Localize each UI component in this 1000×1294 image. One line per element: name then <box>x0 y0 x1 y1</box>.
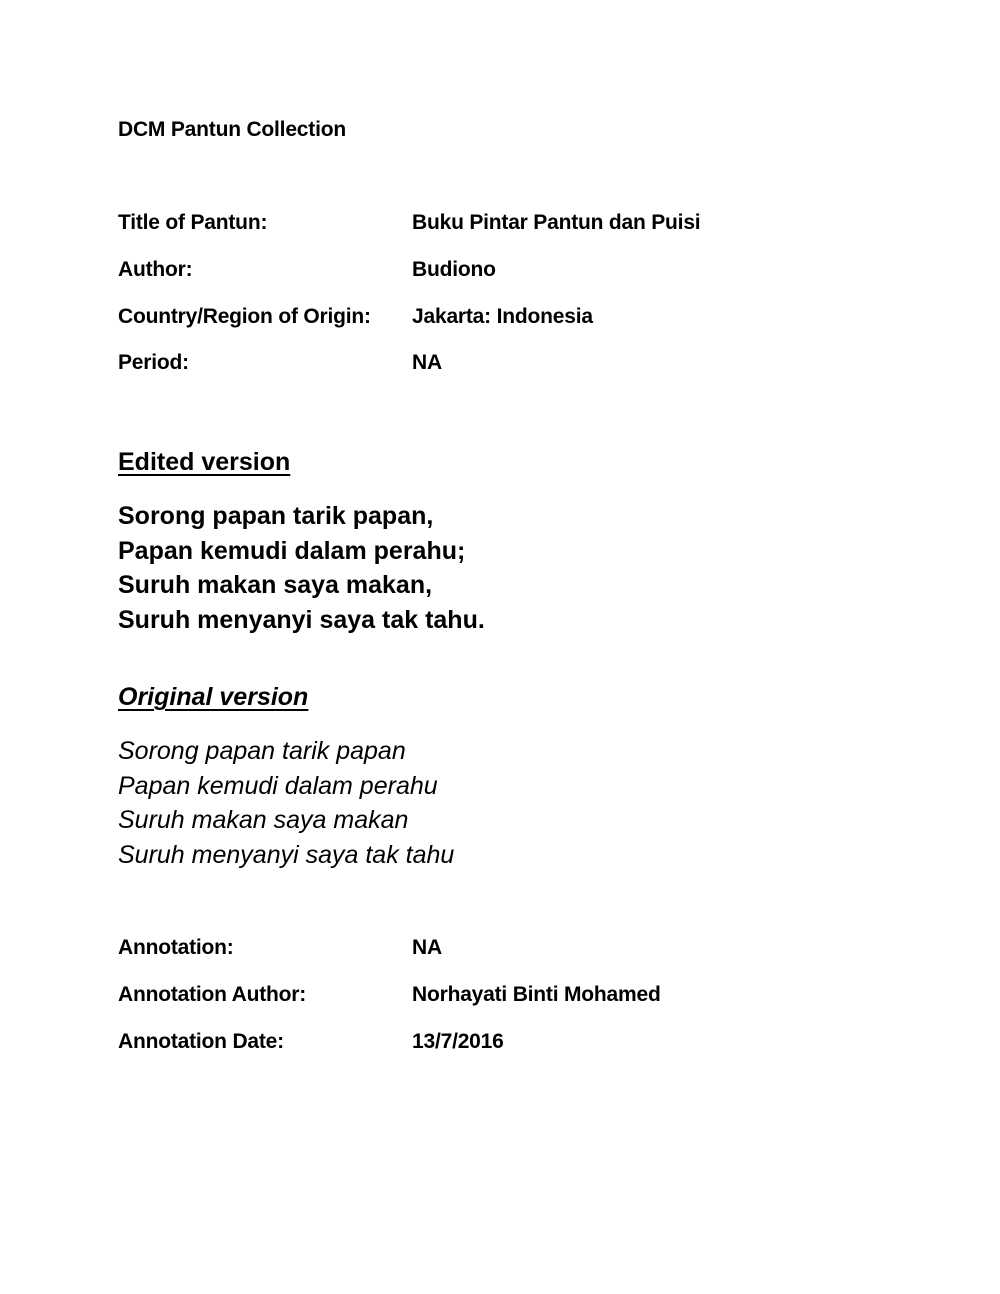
verse-line: Suruh menyanyi saya tak tahu <box>118 840 455 869</box>
meta-value: Jakarta: Indonesia <box>412 305 593 328</box>
verse-line: Papan kemudi dalam perahu; <box>118 536 466 565</box>
annotation-value: Norhayati Binti Mohamed <box>412 983 661 1006</box>
meta-label: Title of Pantun: <box>118 211 268 234</box>
annotation-value: 13/7/2016 <box>412 1030 504 1053</box>
meta-value: Budiono <box>412 258 496 281</box>
verse-line: Suruh menyanyi saya tak tahu. <box>118 605 485 634</box>
collection-title: DCM Pantun Collection <box>118 118 346 141</box>
annotation-label: Annotation Author: <box>118 983 307 1006</box>
annotation-label: Annotation: <box>118 936 234 959</box>
verse-line: Sorong papan tarik papan <box>118 737 406 765</box>
meta-label: Country/Region of Origin: <box>118 305 371 328</box>
annotation-value: NA <box>412 936 442 959</box>
annotation-label: Annotation Date: <box>118 1030 284 1053</box>
verse-line: Suruh makan saya makan <box>118 806 409 834</box>
meta-label: Author: <box>118 258 193 281</box>
meta-value: NA <box>412 351 442 374</box>
edited-version-heading: Edited version <box>118 448 291 476</box>
edited-verse <box>118 499 485 637</box>
verse-line: Suruh makan saya makan, <box>118 571 433 599</box>
meta-value: Buku Pintar Pantun dan Puisi <box>412 211 701 234</box>
meta-label: Period: <box>118 351 189 374</box>
verse-line: Sorong papan tarik papan, <box>118 502 434 530</box>
verse-line: Papan kemudi dalam perahu <box>118 771 438 800</box>
original-verse <box>118 734 454 872</box>
original-version-heading: Original version <box>118 683 309 711</box>
